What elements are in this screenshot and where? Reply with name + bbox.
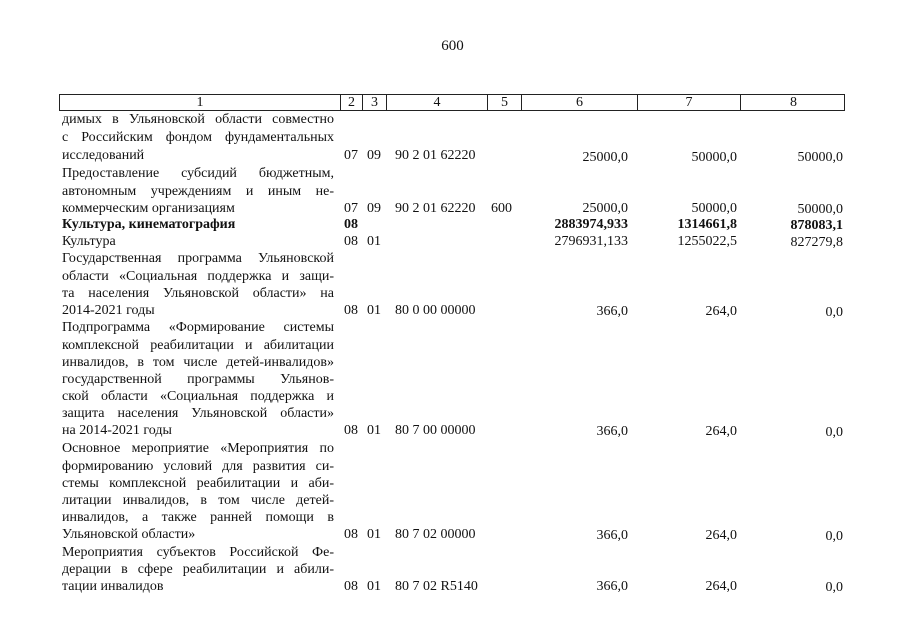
amount-col8: 0,0 xyxy=(825,529,843,544)
amount-col7: 50000,0 xyxy=(691,201,737,216)
row-description-line: ской области «Социальная поддержка и xyxy=(62,389,334,404)
amount-col8: 0,0 xyxy=(825,425,843,440)
header-cell-1: 1 xyxy=(196,95,204,110)
row-description-line: с Российским фондом фундаментальных xyxy=(62,130,334,145)
header-cell-2: 2 xyxy=(340,95,362,110)
table-header xyxy=(59,94,845,111)
amount-col8: 0,0 xyxy=(825,580,843,595)
header-cell-4: 4 xyxy=(386,95,487,110)
row-description-line: Мероприятия субъектов Российской Фе- xyxy=(62,545,334,560)
subsection-code: 09 xyxy=(367,148,381,163)
row-description-line: Предоставление субсидий бюджетным, xyxy=(62,166,334,181)
subsection-code: 01 xyxy=(367,303,381,318)
amount-col8: 0,0 xyxy=(825,305,843,320)
section-code: 07 xyxy=(344,148,358,163)
section-code: 07 xyxy=(344,201,358,216)
amount-col6: 2796931,133 xyxy=(554,234,628,249)
subsection-code: 09 xyxy=(367,201,381,216)
row-description-line: инвалидов, в том числе детей-инвалидов» xyxy=(62,355,334,370)
row-description-line: государственной программы Ульянов- xyxy=(62,372,334,387)
subsection-code: 01 xyxy=(367,579,381,594)
target-article-code: 90 2 01 62220 xyxy=(395,148,476,163)
header-cell-6: 6 xyxy=(521,95,637,110)
amount-col6: 366,0 xyxy=(596,424,628,439)
target-article-code: 80 7 02 R5140 xyxy=(395,579,478,594)
amount-col7: 264,0 xyxy=(705,304,737,319)
amount-col8: 50000,0 xyxy=(797,202,843,217)
row-description-line: на 2014-2021 годы xyxy=(62,423,172,438)
header-cell-3: 3 xyxy=(362,95,386,110)
amount-col6: 25000,0 xyxy=(582,201,628,216)
amount-col7: 264,0 xyxy=(705,528,737,543)
row-description-line: автономным учреждениям и иным не- xyxy=(62,184,334,199)
target-article-code: 80 7 00 00000 xyxy=(395,423,476,438)
target-article-code: 90 2 01 62220 xyxy=(395,201,476,216)
amount-col8: 827279,8 xyxy=(790,235,843,250)
amount-col6: 2883974,933 xyxy=(554,217,628,232)
amount-col7: 264,0 xyxy=(705,424,737,439)
amount-col6: 366,0 xyxy=(596,304,628,319)
header-cell-5: 5 xyxy=(487,95,521,110)
row-description-line: та населения Ульяновской области» на xyxy=(62,286,334,301)
section-code: 08 xyxy=(344,423,358,438)
row-description-line: Государственная программа Ульяновской xyxy=(62,251,334,266)
amount-col6: 25000,0 xyxy=(582,150,628,165)
row-description-line: Ульяновской области» xyxy=(62,527,196,542)
row-description-line: исследований xyxy=(62,148,145,163)
row-description-line: стемы комплексной реабилитации и аби- xyxy=(62,476,334,491)
row-description-line: инвалидов, а также ранней помощи в xyxy=(62,510,334,525)
section-code: 08 xyxy=(344,303,358,318)
row-description-line: Подпрограмма «Формирование системы xyxy=(62,320,334,335)
row-description-line: коммерческим организациям xyxy=(62,201,235,216)
row-description-line: защита населения Ульяновской области» xyxy=(62,406,334,421)
row-description-line: дерации в сфере реабилитации и абили- xyxy=(62,562,334,577)
row-description-line: литации инвалидов, в том числе детей- xyxy=(62,493,334,508)
amount-col7: 1255022,5 xyxy=(677,234,737,249)
section-code: 08 xyxy=(344,234,358,249)
section-code: 08 xyxy=(344,579,358,594)
subsection-code: 01 xyxy=(367,234,381,249)
amount-col7: 1314661,8 xyxy=(677,217,737,232)
amount-col7: 264,0 xyxy=(705,579,737,594)
row-description-line: Культура, кинематография xyxy=(62,217,236,232)
header-cell-7: 7 xyxy=(637,95,740,110)
amount-col8: 50000,0 xyxy=(797,150,843,165)
section-code: 08 xyxy=(344,527,358,542)
page-number: 600 xyxy=(441,38,464,54)
amount-col6: 366,0 xyxy=(596,579,628,594)
row-description-line: тации инвалидов xyxy=(62,579,164,594)
row-description-line: димых в Ульяновской области совместно xyxy=(62,112,334,127)
expense-type-code: 600 xyxy=(491,201,512,216)
amount-col6: 366,0 xyxy=(596,528,628,543)
row-description-line: области «Социальная поддержка и защи- xyxy=(62,269,334,284)
section-code: 08 xyxy=(344,217,358,232)
subsection-code: 01 xyxy=(367,527,381,542)
header-cell-8: 8 xyxy=(740,95,846,110)
target-article-code: 80 0 00 00000 xyxy=(395,303,476,318)
row-description-line: Культура xyxy=(62,234,116,249)
subsection-code: 01 xyxy=(367,423,381,438)
row-description-line: формированию условий для развития си- xyxy=(62,459,334,474)
target-article-code: 80 7 02 00000 xyxy=(395,527,476,542)
amount-col7: 50000,0 xyxy=(691,150,737,165)
row-description-line: комплексной реабилитации и абилитации xyxy=(62,338,334,353)
amount-col8: 878083,1 xyxy=(790,218,843,233)
row-description-line: 2014-2021 годы xyxy=(62,303,155,318)
row-description-line: Основное мероприятие «Мероприятия по xyxy=(62,441,334,456)
